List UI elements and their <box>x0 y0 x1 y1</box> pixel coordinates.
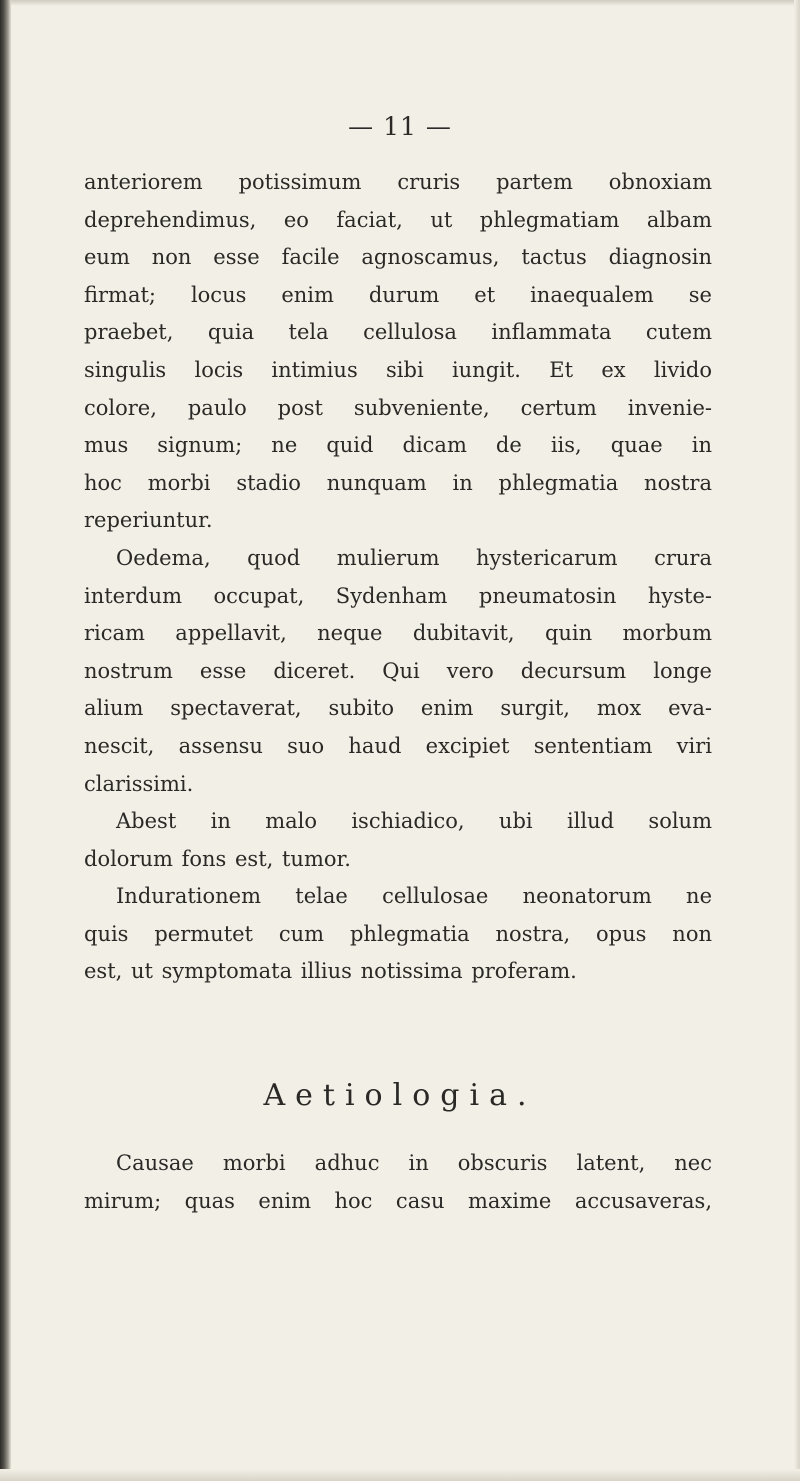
body-text <box>84 164 712 991</box>
text-line: alium spectaverat, subito enim surgit, mox eva- <box>84 696 712 721</box>
text-line: deprehendimus, eo faciat, ut phlegmatiam albam <box>84 207 712 232</box>
page-number: — 11 — <box>348 112 452 141</box>
section-heading: Aetiologia. <box>263 1078 537 1113</box>
text-line: dolorum fons est, tumor. <box>84 846 351 871</box>
top-edge <box>11 0 800 6</box>
text-line: praebet, quia tela cellulosa inflammata cutem <box>84 320 712 345</box>
text-line: colore, paulo post subveniente, certum invenie- <box>84 395 712 420</box>
text-line: interdum occupat, Sydenham pneumatosin hyste- <box>84 583 712 608</box>
text-line: Abest in malo ischiadico, ubi illud solum <box>116 809 712 834</box>
text-line: Indurationem telae cellulosae neonatorum ne <box>116 884 712 909</box>
text-line: clarissimi. <box>84 771 194 796</box>
text-line: est, ut symptomata illius notissima proferam. <box>84 959 577 984</box>
text-line: anteriorem potissimum cruris partem obnoxiam <box>84 170 712 194</box>
text-line: Causae morbi adhuc in obscuris latent, nec <box>116 1151 712 1175</box>
text-line: eum non esse facile agnoscamus, tactus diagnosin <box>84 245 712 270</box>
bottom-edge <box>0 1469 800 1481</box>
text-line: quis permutet cum phlegmatia nostra, opus non <box>84 921 712 946</box>
text-line: hoc morbi stadio nunquam in phlegmatia nostra <box>84 470 712 495</box>
binding-edge <box>0 0 11 1481</box>
text-line: singulis locis intimius sibi iungit. Et ex livido <box>84 357 712 382</box>
text-line: firmat; locus enim durum et inaequalem se <box>84 282 712 307</box>
text-line: ricam appellavit, neque dubitavit, quin morbum <box>84 621 712 646</box>
text-line: Oedema, quod mulierum hystericarum crura <box>116 545 712 570</box>
text-line: mus signum; ne quid dicam de iis, quae in <box>84 433 712 458</box>
right-edge <box>794 0 800 1481</box>
text-line: reperiuntur. <box>84 508 213 533</box>
text-line: nescit, assensu suo haud excipiet sententiam viri <box>84 733 712 758</box>
body-text-2 <box>84 1145 712 1220</box>
text-line: mirum; quas enim hoc casu maxime accusaveras, <box>84 1188 712 1213</box>
text-line: nostrum esse diceret. Qui vero decursum longe <box>84 658 712 683</box>
